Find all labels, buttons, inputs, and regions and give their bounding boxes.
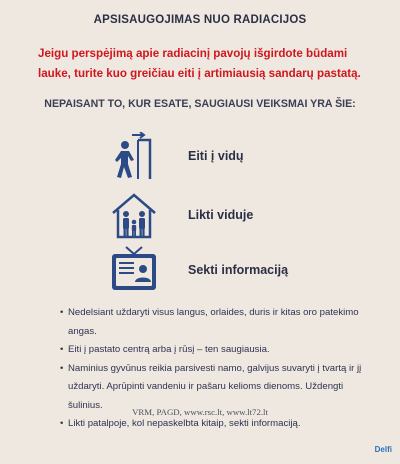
list-item: • Nedelsiant uždaryti visus langus, orlaides, duris ir kitas oro patekimo angas. <box>60 304 378 341</box>
list-item: • Eiti į pastato centrą arba į rūsį – ten saugiausia. <box>60 341 378 360</box>
section-subtitle: NEPAISANT TO, KUR ESATE, SAUGIAUSI VEIKSMAI YRA ŠIE: <box>44 98 356 110</box>
action-stay-inside <box>110 187 310 243</box>
list-item: • Likti patalpoje, kol nepaskelbta kitaip, sekti informaciją. <box>60 415 378 434</box>
family-in-house-icon <box>110 191 158 239</box>
tv-news-icon <box>110 246 158 294</box>
brand-logo: Delfi <box>374 445 392 454</box>
warning-text: Jeigu perspėjimą apie radiacinį pavojų išgirdote būdami lauke, turite kuo greičiau eiti į artimiausią sandarų pastatą. <box>38 47 361 80</box>
action-label: Sekti informaciją <box>188 263 289 277</box>
action-go-inside <box>110 128 310 184</box>
person-entering-door-icon <box>110 132 158 180</box>
action-label: Eiti į vidų <box>188 149 244 163</box>
action-follow-information <box>110 242 310 298</box>
action-label: Likti viduje <box>188 208 254 222</box>
page-title: APSISAUGOJIMAS NUO RADIACIJOS <box>93 14 307 26</box>
list-item: • Naminius gyvūnus reikia parsivesti namo, galvijus suvaryti į tvartą ir jį uždaryti. Aprūpinti vandeniu ir pašaru kelioms dienoms. Uždengti šulinius. <box>60 360 378 416</box>
source-credits: VRM, PAGD, www.rsc.lt, www.lt72.lt <box>132 407 268 417</box>
